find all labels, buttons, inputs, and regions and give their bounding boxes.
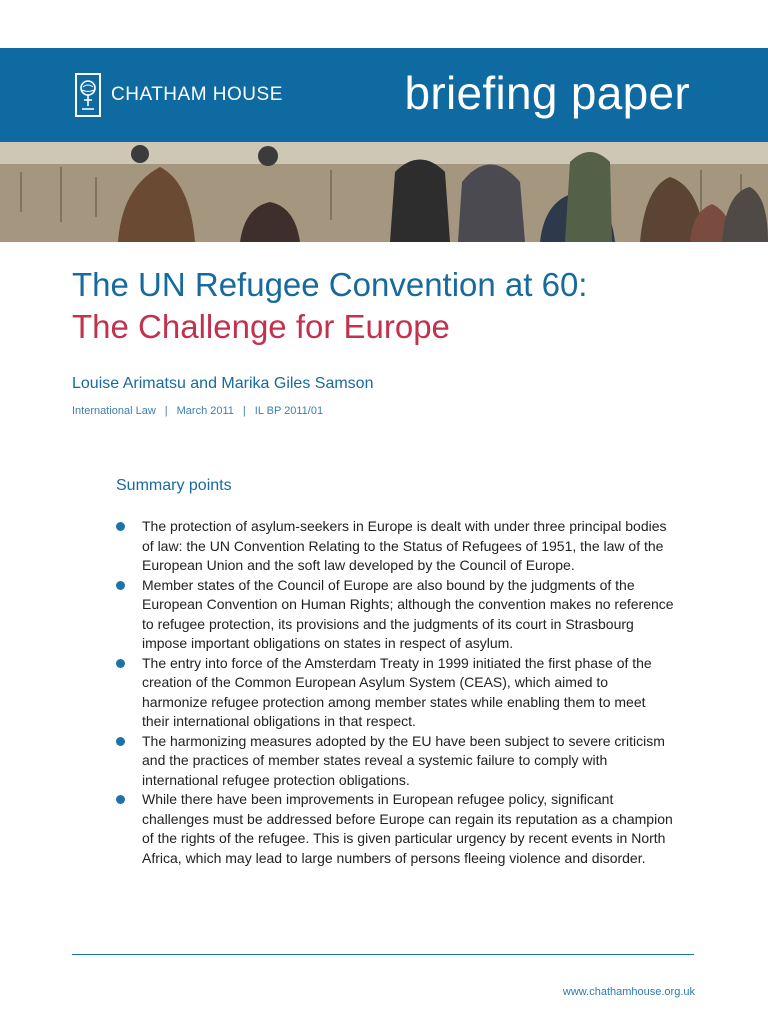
bullet-icon <box>116 795 125 804</box>
series-title: briefing paper <box>404 67 690 119</box>
document-meta <box>72 405 323 417</box>
meta-separator: | <box>164 405 168 417</box>
summary-points-list <box>116 517 676 868</box>
meta-separator: | <box>242 405 246 417</box>
summary-point-text: The protection of asylum-seekers in Europe is dealt with under three principal bodies of law: the UN Convention Relating to the Status of Refugees of 1951, the law of the European Union and the soft law developed by the Council of Europe. <box>142 518 667 573</box>
summary-point <box>116 654 676 732</box>
globe-icon <box>75 73 101 117</box>
summary-point <box>116 732 676 791</box>
summary-point <box>116 576 676 654</box>
chatham-house-logo[interactable] <box>75 72 283 118</box>
meta-reference: IL BP 2011/01 <box>254 405 324 417</box>
bullet-icon <box>116 581 125 590</box>
authors: Louise Arimatsu and Marika Giles Samson <box>72 375 374 392</box>
summary-point-text: The entry into force of the Amsterdam Treaty in 1999 initiated the first phase of the creation of the Common European Asylum System (CEAS), which aimed to harmonize refugee protection among member states while enabling them to meet their international obligations in that respect. <box>142 654 652 729</box>
summary-point-text: The harmonizing measures adopted by the EU have been subject to severe criticism and the practices of member states reveal a systemic failure to comply with international refugee protection obligations. <box>142 732 665 788</box>
bullet-icon <box>116 522 125 531</box>
header-banner <box>0 48 768 142</box>
cover-photo <box>0 142 768 242</box>
org-name: CHATHAM HOUSE <box>111 84 283 105</box>
bullet-icon <box>116 737 125 746</box>
summary-point-text: While there have been improvements in European refugee policy, significant challenges must be addressed before Europe can regain its reputation as a champion of the rights of the refugee. This is given particular urgency by recent events in North Africa, which may lead to large numbers of persons fleeing violence and disorder. <box>142 791 673 866</box>
summary-point <box>116 790 676 868</box>
title-line-1: The UN Refugee Convention at 60: <box>72 266 588 303</box>
meta-programme: International Law <box>72 405 156 417</box>
summary-heading: Summary points <box>116 477 232 494</box>
summary-point-text: Member states of the Council of Europe are also bound by the judgments of the European Convention on Human Rights; although the convention makes no reference to refugee protection, its provisions and the judgments of its court in Strasbourg impose important obligations on states in respect of asylum. <box>142 576 674 651</box>
footer-divider <box>72 954 694 955</box>
document-title <box>72 264 712 348</box>
bullet-icon <box>116 659 125 668</box>
website-link[interactable]: www.chathamhouse.org.uk <box>562 986 695 998</box>
meta-date: March 2011 <box>176 405 234 417</box>
title-line-2: The Challenge for Europe <box>72 308 450 345</box>
summary-point <box>116 517 676 576</box>
